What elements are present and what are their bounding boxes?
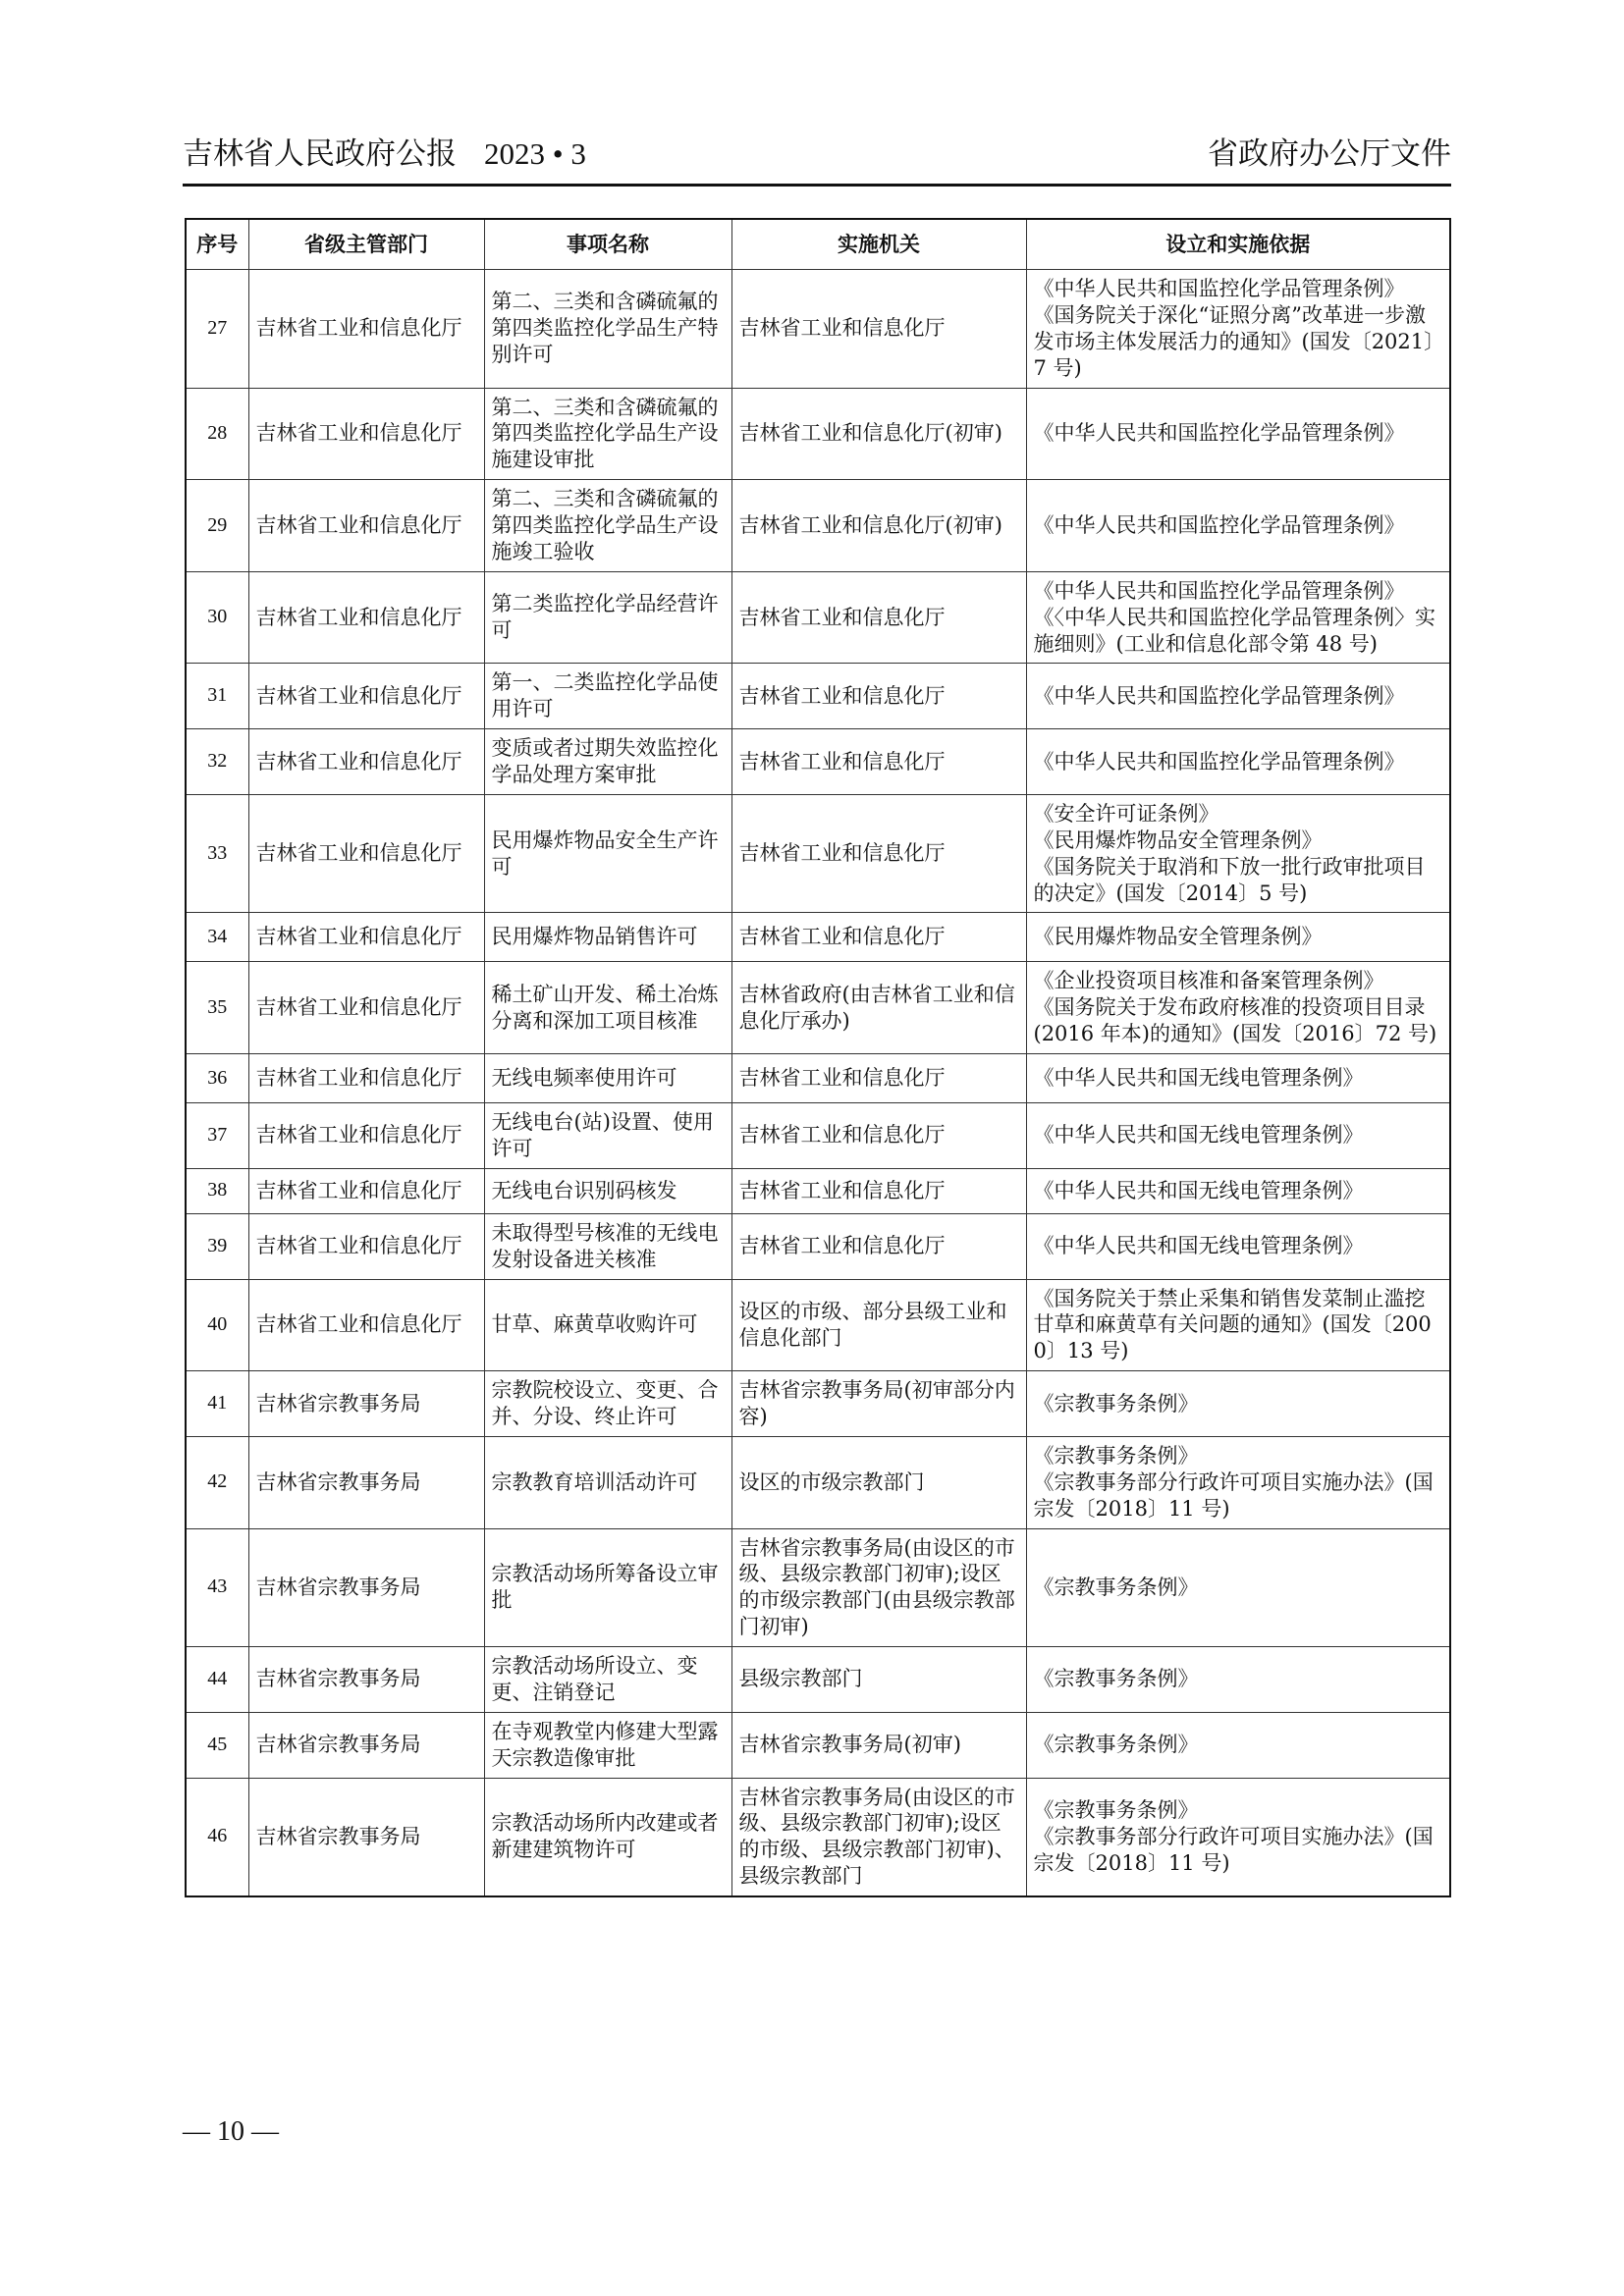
row-seq: 28 xyxy=(186,388,248,480)
row-seq: 46 xyxy=(186,1778,248,1896)
row-seq: 30 xyxy=(186,571,248,664)
row-basis xyxy=(1026,913,1450,962)
row-dept: 吉林省工业和信息化厅 xyxy=(248,480,484,572)
row-dept: 吉林省宗教事务局 xyxy=(248,1436,484,1528)
row-basis xyxy=(1026,729,1450,795)
row-item: 稀土矿山开发、稀土冶炼分离和深加工项目核准 xyxy=(484,962,731,1054)
basis-line: 《中华人民共和国无线电管理条例》 xyxy=(1033,1178,1364,1202)
table-row xyxy=(186,664,1450,729)
row-dept: 吉林省工业和信息化厅 xyxy=(248,794,484,913)
row-org: 吉林省工业和信息化厅 xyxy=(731,1054,1026,1103)
table-row xyxy=(186,571,1450,664)
row-item: 无线电台识别码核发 xyxy=(484,1168,731,1213)
basis-line: 《宗教事务条例》 xyxy=(1033,1797,1199,1822)
licensing-table xyxy=(185,218,1451,1897)
row-item: 未取得型号核准的无线电发射设备进关核准 xyxy=(484,1213,731,1279)
basis-line: 《国务院关于取消和下放一批行政审批项目的决定》(国发〔2014〕5 号) xyxy=(1033,854,1426,905)
column-header-basis: 设立和实施依据 xyxy=(1026,219,1450,270)
row-seq: 35 xyxy=(186,962,248,1054)
publication-title xyxy=(183,129,586,173)
basis-line: 《宗教事务条例》 xyxy=(1033,1575,1199,1599)
table-row xyxy=(186,729,1450,795)
row-item: 宗教活动场所筹备设立审批 xyxy=(484,1528,731,1647)
row-dept: 吉林省工业和信息化厅 xyxy=(248,571,484,664)
row-seq: 45 xyxy=(186,1712,248,1778)
header-divider xyxy=(183,184,1451,187)
row-dept: 吉林省工业和信息化厅 xyxy=(248,1279,484,1371)
row-org: 吉林省工业和信息化厅 xyxy=(731,270,1026,389)
row-basis xyxy=(1026,962,1450,1054)
row-seq: 42 xyxy=(186,1436,248,1528)
basis-line: 《中华人民共和国监控化学品管理条例》 xyxy=(1033,421,1405,446)
row-org: 吉林省宗教事务局(初审部分内容) xyxy=(731,1371,1026,1437)
row-basis xyxy=(1026,1712,1450,1778)
row-dept: 吉林省工业和信息化厅 xyxy=(248,388,484,480)
row-basis xyxy=(1026,571,1450,664)
row-seq: 31 xyxy=(186,664,248,729)
row-basis xyxy=(1026,1528,1450,1647)
row-item: 第一、二类监控化学品使用许可 xyxy=(484,664,731,729)
row-item: 宗教活动场所内改建或者新建建筑物许可 xyxy=(484,1778,731,1896)
row-basis xyxy=(1026,664,1450,729)
row-item: 第二、三类和含磷硫氟的第四类监控化学品生产特别许可 xyxy=(484,270,731,389)
row-org: 吉林省工业和信息化厅 xyxy=(731,1168,1026,1213)
basis-line: 《安全许可证条例》 xyxy=(1033,801,1219,826)
row-org: 设区的市级、部分县级工业和信息化部门 xyxy=(731,1279,1026,1371)
basis-line: 《宗教事务条例》 xyxy=(1033,1443,1199,1468)
row-basis xyxy=(1026,1103,1450,1169)
row-dept: 吉林省宗教事务局 xyxy=(248,1647,484,1713)
table-row xyxy=(186,913,1450,962)
basis-line: 《中华人民共和国监控化学品管理条例》 xyxy=(1033,683,1405,708)
row-item: 无线电频率使用许可 xyxy=(484,1054,731,1103)
row-org: 吉林省宗教事务局(由设区的市级、县级宗教部门初审);设区的市级宗教部门(由县级宗教部门初审) xyxy=(731,1528,1026,1647)
row-dept: 吉林省工业和信息化厅 xyxy=(248,270,484,389)
row-org: 吉林省工业和信息化厅 xyxy=(731,1103,1026,1169)
table-row xyxy=(186,388,1450,480)
table-row xyxy=(186,1528,1450,1647)
table-row xyxy=(186,962,1450,1054)
row-basis xyxy=(1026,480,1450,572)
basis-line: 《国务院关于发布政府核准的投资项目目录(2016 年本)的通知》(国发〔2016〕72 号) xyxy=(1033,995,1437,1046)
table-row xyxy=(186,794,1450,913)
row-seq: 40 xyxy=(186,1279,248,1371)
table-row xyxy=(186,1371,1450,1437)
row-item: 第二类监控化学品经营许可 xyxy=(484,571,731,664)
row-org: 吉林省工业和信息化厅 xyxy=(731,913,1026,962)
publication-name: 吉林省人民政府公报 xyxy=(183,136,457,172)
table-row xyxy=(186,1103,1450,1169)
row-item: 宗教教育培训活动许可 xyxy=(484,1436,731,1528)
basis-line: 《宗教事务部分行政许可项目实施办法》(国宗发〔2018〕11 号) xyxy=(1033,1824,1434,1875)
section-title: 省政府办公厅文件 xyxy=(1208,136,1451,172)
row-org: 吉林省工业和信息化厅 xyxy=(731,794,1026,913)
row-seq: 32 xyxy=(186,729,248,795)
table-row xyxy=(186,1436,1450,1528)
basis-line: 《宗教事务条例》 xyxy=(1033,1391,1199,1415)
row-dept: 吉林省宗教事务局 xyxy=(248,1712,484,1778)
row-dept: 吉林省宗教事务局 xyxy=(248,1371,484,1437)
row-seq: 33 xyxy=(186,794,248,913)
column-header-seq: 序号 xyxy=(186,219,248,270)
row-basis xyxy=(1026,1371,1450,1437)
page-header xyxy=(183,128,1451,183)
row-seq: 39 xyxy=(186,1213,248,1279)
row-dept: 吉林省工业和信息化厅 xyxy=(248,1213,484,1279)
row-seq: 41 xyxy=(186,1371,248,1437)
row-item: 民用爆炸物品销售许可 xyxy=(484,913,731,962)
row-seq: 36 xyxy=(186,1054,248,1103)
row-basis xyxy=(1026,1054,1450,1103)
row-dept: 吉林省工业和信息化厅 xyxy=(248,729,484,795)
row-basis xyxy=(1026,1436,1450,1528)
table-row xyxy=(186,1778,1450,1896)
table-header-row xyxy=(186,219,1450,270)
row-dept: 吉林省宗教事务局 xyxy=(248,1778,484,1896)
basis-line: 《中华人民共和国监控化学品管理条例》 xyxy=(1033,749,1405,774)
basis-line: 《宗教事务条例》 xyxy=(1033,1733,1199,1757)
column-header-dept: 省级主管部门 xyxy=(248,219,484,270)
row-dept: 吉林省工业和信息化厅 xyxy=(248,1168,484,1213)
row-item: 宗教院校设立、变更、合并、分设、终止许可 xyxy=(484,1371,731,1437)
row-seq: 43 xyxy=(186,1528,248,1647)
table-row xyxy=(186,1647,1450,1713)
row-org: 吉林省宗教事务局(初审) xyxy=(731,1712,1026,1778)
row-item: 民用爆炸物品安全生产许可 xyxy=(484,794,731,913)
row-org: 吉林省工业和信息化厅(初审) xyxy=(731,480,1026,572)
row-seq: 27 xyxy=(186,270,248,389)
table-row xyxy=(186,270,1450,389)
row-seq: 38 xyxy=(186,1168,248,1213)
row-dept: 吉林省工业和信息化厅 xyxy=(248,1054,484,1103)
basis-line: 《国务院关于禁止采集和销售发菜制止滥挖甘草和麻黄草有关问题的通知》(国发〔2000〕13 号) xyxy=(1033,1286,1432,1363)
row-dept: 吉林省工业和信息化厅 xyxy=(248,664,484,729)
basis-line: 《民用爆炸物品安全管理条例》 xyxy=(1033,828,1323,852)
table-row xyxy=(186,1213,1450,1279)
basis-line: 《企业投资项目核准和备案管理条例》 xyxy=(1033,969,1384,993)
row-basis xyxy=(1026,1213,1450,1279)
row-seq: 29 xyxy=(186,480,248,572)
column-header-org: 实施机关 xyxy=(731,219,1026,270)
row-org: 吉林省工业和信息化厅 xyxy=(731,571,1026,664)
row-basis xyxy=(1026,1279,1450,1371)
row-org: 县级宗教部门 xyxy=(731,1647,1026,1713)
row-org: 设区的市级宗教部门 xyxy=(731,1436,1026,1528)
row-basis xyxy=(1026,1647,1450,1713)
basis-line: 《中华人民共和国监控化学品管理条例》 xyxy=(1033,277,1405,300)
basis-line: 《中华人民共和国无线电管理条例》 xyxy=(1033,1066,1364,1091)
row-item: 无线电台(站)设置、使用许可 xyxy=(484,1103,731,1169)
table-row xyxy=(186,480,1450,572)
row-dept: 吉林省工业和信息化厅 xyxy=(248,913,484,962)
row-org: 吉林省宗教事务局(由设区的市级、县级宗教部门初审);设区的市级、县级宗教部门初审)、县级宗教部门 xyxy=(731,1778,1026,1896)
row-basis xyxy=(1026,388,1450,480)
basis-line: 《中华人民共和国无线电管理条例》 xyxy=(1033,1234,1364,1258)
row-org: 吉林省工业和信息化厅 xyxy=(731,664,1026,729)
row-org: 吉林省工业和信息化厅 xyxy=(731,729,1026,795)
row-basis xyxy=(1026,794,1450,913)
licensing-table-container xyxy=(185,218,1449,1897)
row-basis xyxy=(1026,1168,1450,1213)
row-item: 甘草、麻黄草收购许可 xyxy=(484,1279,731,1371)
basis-line: 《中华人民共和国无线电管理条例》 xyxy=(1033,1123,1364,1148)
row-seq: 44 xyxy=(186,1647,248,1713)
row-item: 宗教活动场所设立、变更、注销登记 xyxy=(484,1647,731,1713)
issue-number: 2023 • 3 xyxy=(484,136,586,171)
row-seq: 37 xyxy=(186,1103,248,1169)
basis-line: 《〈中华人民共和国监控化学品管理条例〉实施细则》(工业和信息化部令第 48 号) xyxy=(1033,605,1435,656)
row-item: 在寺观教堂内修建大型露天宗教造像审批 xyxy=(484,1712,731,1778)
basis-line: 《中华人民共和国监控化学品管理条例》 xyxy=(1033,578,1405,603)
row-basis xyxy=(1026,1778,1450,1896)
row-org: 吉林省工业和信息化厅 xyxy=(731,1213,1026,1279)
row-item: 第二、三类和含磷硫氟的第四类监控化学品生产设施建设审批 xyxy=(484,388,731,480)
row-item: 变质或者过期失效监控化学品处理方案审批 xyxy=(484,729,731,795)
basis-line: 《宗教事务条例》 xyxy=(1033,1667,1199,1691)
basis-line: 《宗教事务部分行政许可项目实施办法》(国宗发〔2018〕11 号) xyxy=(1033,1469,1434,1521)
row-dept: 吉林省工业和信息化厅 xyxy=(248,1103,484,1169)
basis-line: 《中华人民共和国监控化学品管理条例》 xyxy=(1033,513,1405,537)
column-header-item: 事项名称 xyxy=(484,219,731,270)
row-seq: 34 xyxy=(186,913,248,962)
row-org: 吉林省政府(由吉林省工业和信息化厅承办) xyxy=(731,962,1026,1054)
table-row xyxy=(186,1168,1450,1213)
table-row xyxy=(186,1279,1450,1371)
row-item: 第二、三类和含磷硫氟的第四类监控化学品生产设施竣工验收 xyxy=(484,480,731,572)
table-body xyxy=(186,270,1450,1897)
row-basis xyxy=(1026,270,1450,389)
table-row xyxy=(186,1054,1450,1103)
basis-line: 《民用爆炸物品安全管理条例》 xyxy=(1033,925,1323,949)
table-row xyxy=(186,1712,1450,1778)
row-dept: 吉林省工业和信息化厅 xyxy=(248,962,484,1054)
row-dept: 吉林省宗教事务局 xyxy=(248,1528,484,1647)
page-number: — 10 — xyxy=(183,2116,279,2147)
basis-line: 《国务院关于深化“证照分离”改革进一步激发市场主体发展活力的通知》(国发〔2021〕7 号) xyxy=(1033,302,1435,380)
row-org: 吉林省工业和信息化厅(初审) xyxy=(731,388,1026,480)
